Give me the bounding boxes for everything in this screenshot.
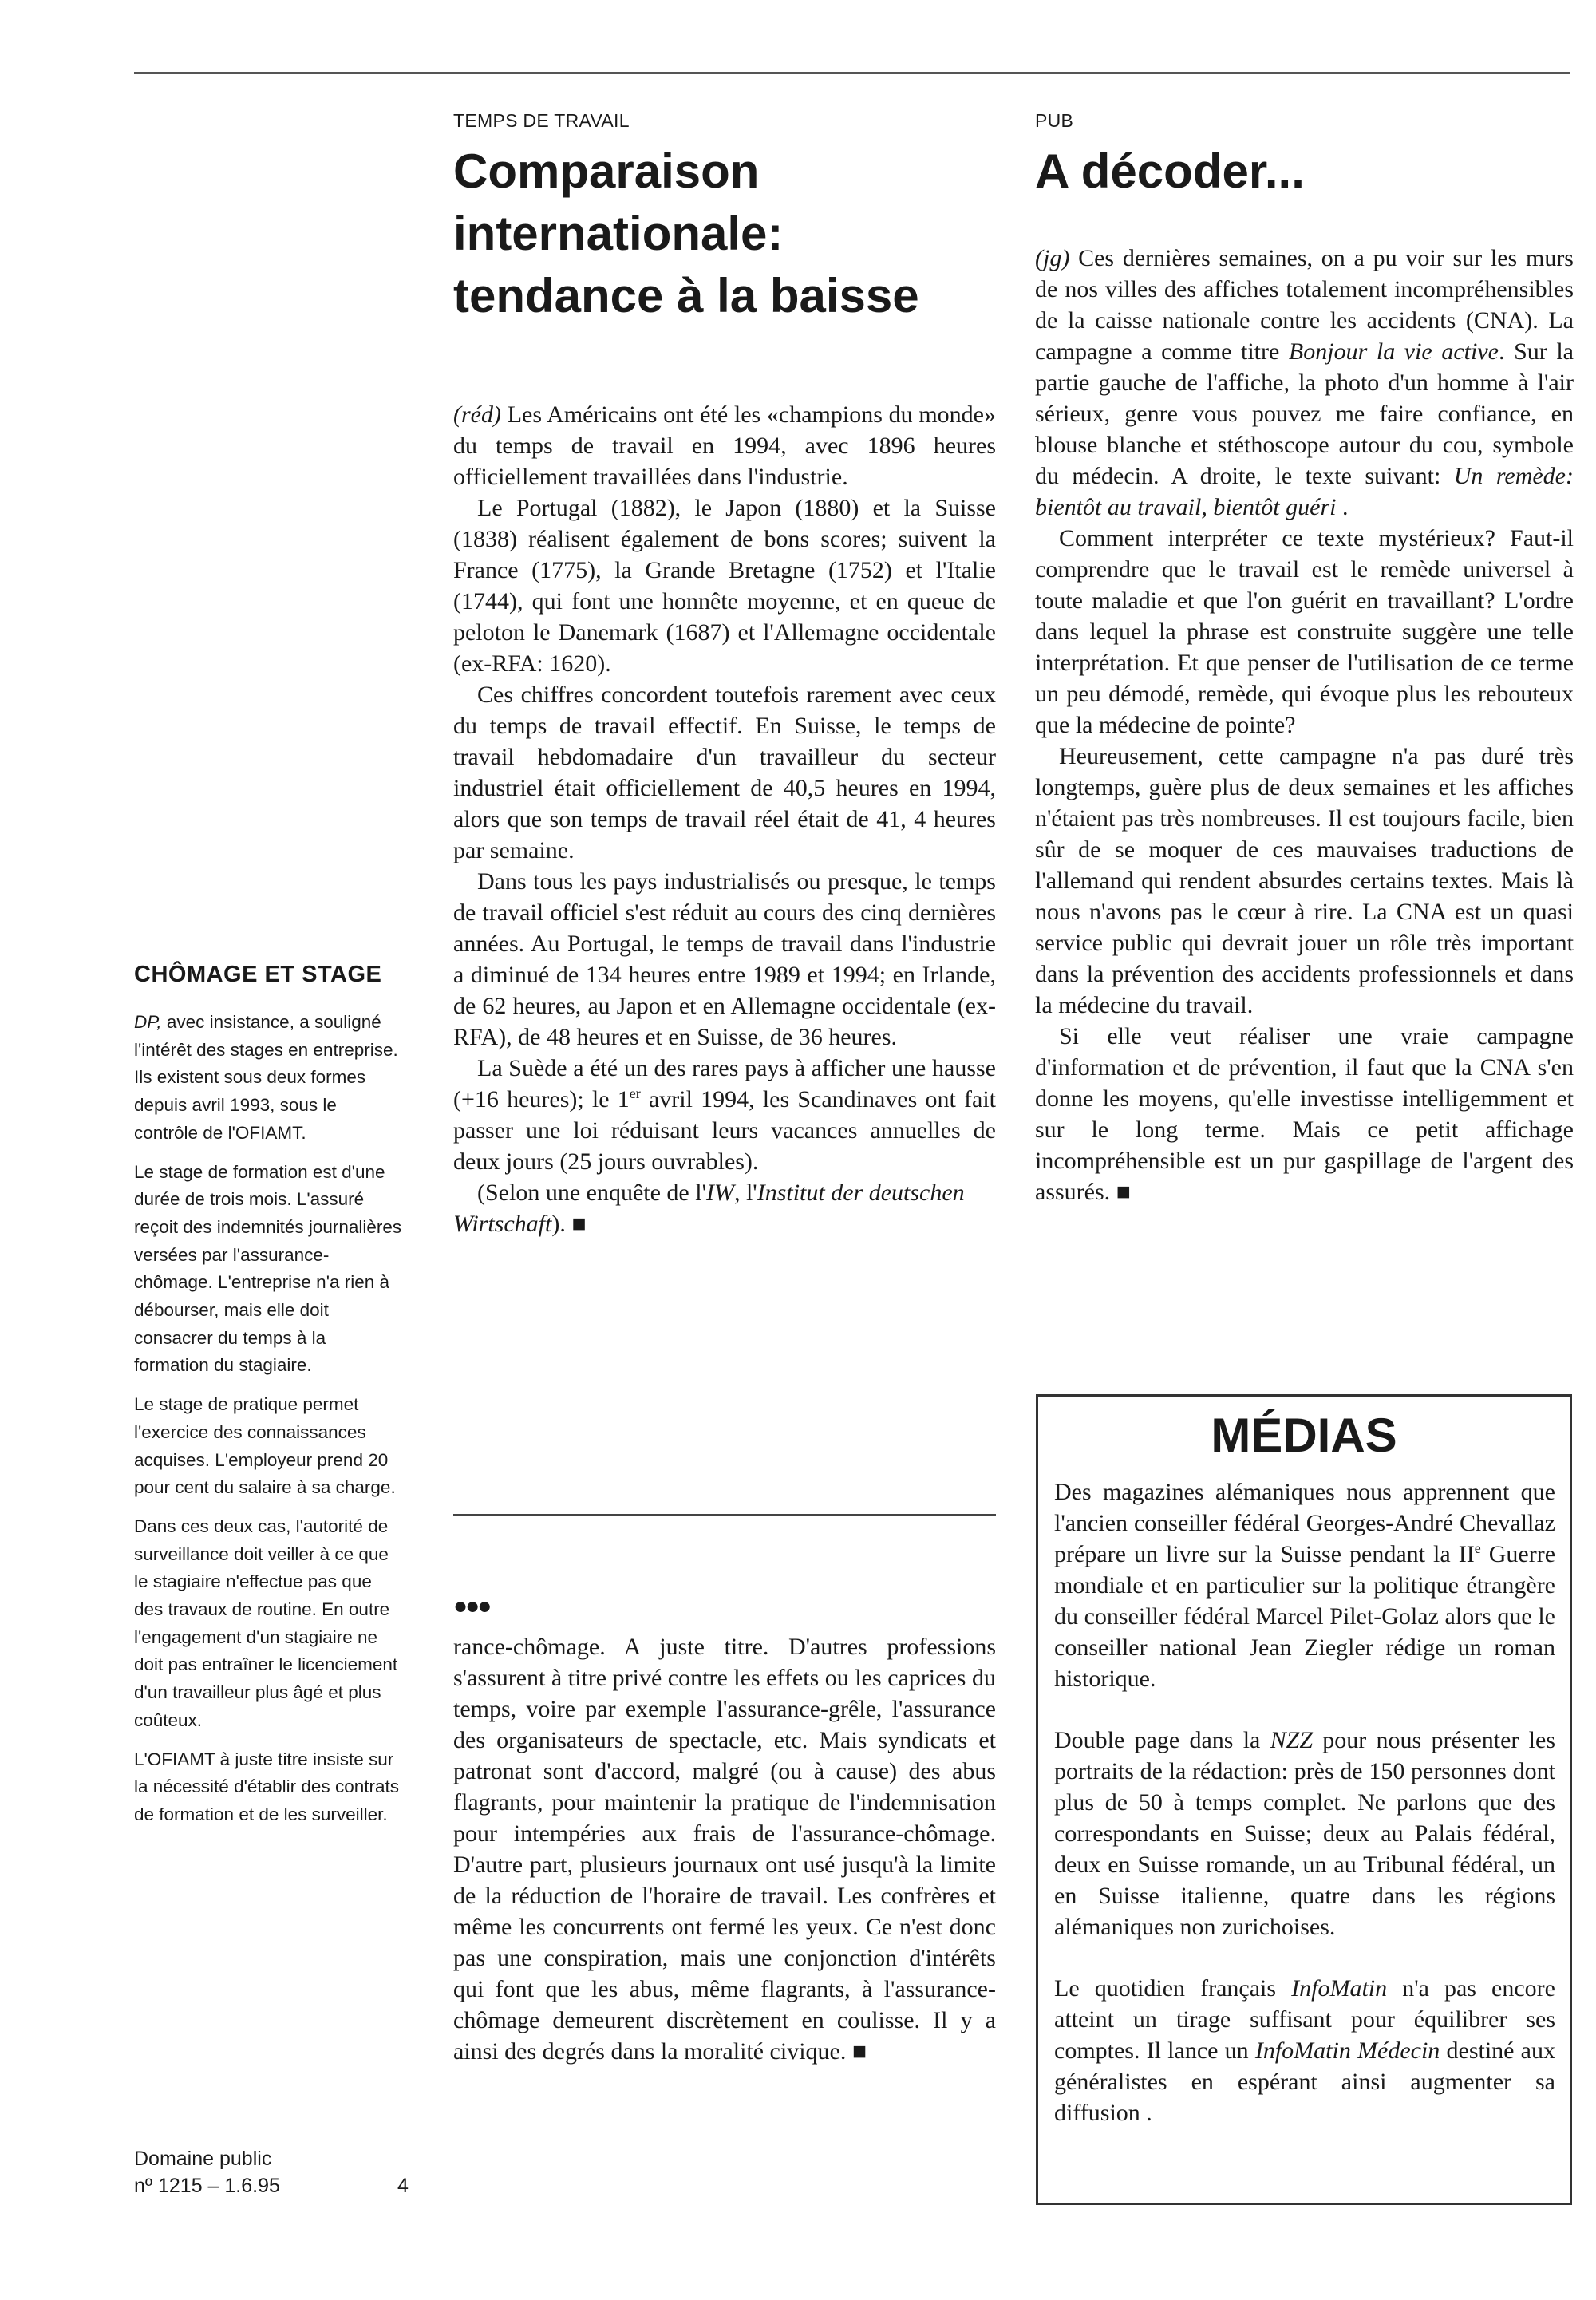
- article1-p6-em1: IW: [705, 1180, 734, 1206]
- top-rule: [134, 72, 1570, 74]
- article1-paragraph-1: [453, 399, 996, 492]
- article2-paragraph-1: [1035, 243, 1574, 523]
- article1-body: [453, 399, 996, 1239]
- article2-paragraph-2: Comment interpréter ce texte mystérieux? Faut-il comprendre que le travail est le remède universel à toute maladie et que l'on guérit en travaillant? L'ordre dans lequel la phrase est construite suggère une telle interprétation. Et que penser de l'utilisation de ce terme un peu démodé, remède, qui évoque plus les rebouteux que la médecine de pointe?: [1035, 525, 1574, 738]
- publication-name: Domaine public: [134, 2148, 272, 2170]
- article2-p1-c: .: [1336, 494, 1349, 520]
- medias-p1-b: Guerre mondiale et en particulier sur la politique étrangère du conseiller fédéral Marcel Pilet-Golaz alors que le conseiller national Jean Ziegler rédige un roman historique.: [1054, 1541, 1556, 1692]
- article2-paragraph-3: Heureusement, cette campagne n'a pas duré très longtemps, guère plus de deux semaines et les affiches n'étaient pas très nombreuses. Il est toujours facile, bien sûr de se moquer de ces mauvaises traductions de l'allemand qui rendent absurdes certains textes. Mais là nous n'avons pas le cœur à rire. La CNA est un quasi service public qui devrait jouer un rôle très important dans la prévention des accidents professionnels et dans la médecine du travail.: [1035, 743, 1574, 1018]
- article1-p5-sup: er: [629, 1085, 641, 1101]
- article2-p1-a: Ces dernières semaines, on a pu voir sur les murs de nos villes des affiches totalement incompréhensibles de la caisse nationale contre les accidents (CNA). La campagne a comme titre: [1035, 245, 1574, 365]
- article1-p6-em2: Institut der deutschen Wirtschaft: [453, 1180, 965, 1237]
- article1-headline-line3: tendance à la baisse: [453, 269, 919, 322]
- continuation-text: rance-chômage. A juste titre. D'autres professions s'assurent à titre privé contre les effets ou les caprices du temps, voire par exemple l'assurance-grêle, l'assurance des organisateurs de spectacle, etc. Mais syndicats et patronat sont d'accord, malgré (ou à cause) des abus flagrants, pour maintenir la pratique de l'indemnisation pour intempéries aux frais de l'assurance-chômage. D'autre part, plusieurs journaux ont usé jusqu'à la limite de la réduction de l'horaire de travail. Les confrères et même les concurrents ont fermé les yeux. Ce n'est donc pas une conspiration, mais une conjonction d'intérêts qui font que les abus, même flagrants, à l'assurance-chômage demeurent discrètement en coulisse. Il y a ainsi des degrés dans la moralité civique. ■: [453, 1634, 996, 2065]
- article2-body: [1035, 243, 1574, 1207]
- article2-paragraph-4: Si elle veut réaliser une vraie campagne d'information et de prévention, il faut que la CNA s'en donne les moyens, qu'elle investisse intelligemment et sur le long terme. Mais ce petit affichage incompréhensible est un pur gaspillage de l'argent des assurés. ■: [1035, 1023, 1574, 1205]
- medias-body: [1054, 1476, 1555, 2159]
- medias-paragraph-3: [1054, 1973, 1555, 2128]
- medias-box: [1036, 1394, 1572, 2205]
- sidebar-paragraph-1: [134, 1009, 405, 1148]
- article2-kicker: PUB: [1035, 110, 1074, 131]
- sidebar-paragraph-2: Le stage de formation est d'une durée de trois mois. L'assuré reçoit des indemnités journalières versées par l'assurance-chômage. L'entreprise n'a rien à débourser, mais elle doit consacrer du temps à la formation du stagiaire.: [134, 1161, 402, 1376]
- continuation-marker: ●●●: [453, 1593, 490, 1619]
- sidebar-p1-em: DP,: [134, 1012, 162, 1032]
- article2-byline: (jg): [1035, 245, 1070, 271]
- page-footer: [134, 2145, 413, 2199]
- article1-paragraph-5: [453, 1053, 996, 1177]
- article2-p1-em1: Bonjour la vie active: [1288, 338, 1499, 365]
- medias-paragraph-2: [1054, 1725, 1555, 1942]
- sidebar-paragraph-5: L'OFIAMT à juste titre insiste sur la nécessité d'établir des contrats de formation et de les surveiller.: [134, 1749, 399, 1824]
- article1-paragraph-2: Le Portugal (1882), le Japon (1880) et la Suisse (1838) réalisent également de bons scores; suivent la France (1775), la Grande Bretagne (1752) et l'Italie (1744), qui font une honnête moyenne, et en queue de peloton le Danemark (1687) et l'Allemagne occidentale (ex-RFA: 1620).: [453, 495, 996, 677]
- medias-p3-a: Le quotidien français: [1054, 1975, 1292, 2002]
- medias-p2-em: NZZ: [1270, 1727, 1314, 1753]
- medias-p3-b: n'a pas encore atteint un tirage suffisant pour équilibrer ses comptes. Il lance un: [1054, 1975, 1555, 2064]
- article1-headline-line1: Comparaison: [453, 144, 760, 198]
- medias-p2-a: Double page dans la: [1054, 1727, 1270, 1753]
- page-number: 4: [397, 2175, 409, 2197]
- medias-title: MÉDIAS: [1211, 1409, 1397, 1462]
- issue-number: nº 1215 – 1.6.95: [134, 2175, 280, 2197]
- medias-p3-em1: InfoMatin: [1291, 1975, 1388, 2002]
- article1-p6-c: ). ■: [551, 1211, 587, 1237]
- medias-p3-em2: InfoMatin Médecin: [1254, 2037, 1440, 2064]
- medias-p1-a: Des magazines alémaniques nous apprennent que l'ancien conseiller fédéral Georges-André Chevallaz prépare un livre sur la Suisse pendant la II: [1054, 1479, 1555, 1567]
- article1-headline: [453, 140, 919, 327]
- sidebar-title: CHÔMAGE ET STAGE: [134, 962, 382, 987]
- article1-headline-line2: internationale:: [453, 207, 784, 260]
- article1-kicker: TEMPS DE TRAVAIL: [453, 110, 630, 131]
- continuation-body: [453, 1631, 996, 2067]
- article1-p6-a: (Selon une enquête de l': [477, 1180, 706, 1206]
- medias-p3-c: destiné aux généralistes en espérant ainsi augmenter sa diffusion .: [1054, 2037, 1555, 2126]
- medias-p2-b: pour nous présenter les portraits de la rédaction: près de 150 personnes dont plus de 50 à temps complet. Ne parlons que des correspondants en Suisse; deux au Palais fédéral, deux en Suisse romande, un au Tribunal fédéral, un en Suisse italienne, quatre dans les régions alémaniques non zurichoises.: [1054, 1727, 1555, 1940]
- article2-headline: A décoder...: [1035, 144, 1305, 198]
- article2-p1-em2: Un remède: bientôt au travail, bientôt guéri: [1035, 463, 1574, 520]
- sidebar-chomage-stage: [134, 962, 405, 1840]
- article1-p6-b: , l': [733, 1180, 757, 1206]
- sidebar-paragraph-4: Dans ces deux cas, l'autorité de surveillance doit veiller à ce que le stagiaire n'effectue pas que des travaux de routine. En outre l'engagement d'un stagiaire ne doit pas entraîner le licenciement d'un travailleur plus âgé et plus coûteux.: [134, 1516, 398, 1730]
- article1-paragraph-4: Dans tous les pays industrialisés ou presque, le temps de travail officiel s'est réduit au cours des cinq dernières années. Au Portugal, le temps de travail dans l'industrie a diminué de 134 heures entre 1989 et 1994; en Irlande, de 62 heures, au Japon et en Allemagne occidentale (ex-RFA), de 48 heures et en Suisse, de 36 heures.: [453, 868, 996, 1050]
- article1-byline: (réd): [453, 401, 501, 428]
- section-divider: [453, 1514, 996, 1516]
- medias-p1-sup: e: [1474, 1540, 1481, 1556]
- article1-p5-a: La Suède a été un des rares pays à afficher une hausse (+16 heures); le 1: [453, 1055, 996, 1112]
- article1-p1-text: Les Américains ont été les «champions du monde» du temps de travail en 1994, avec 1896 heures officiellement travaillées dans l'industrie.: [453, 401, 996, 490]
- sidebar-p1-text: avec insistance, a souligné l'intérêt des stages en entreprise. Ils existent sous deux formes depuis avril 1993, sous le contrôle de l'OFIAMT.: [134, 1012, 398, 1143]
- sidebar-paragraph-3: Le stage de pratique permet l'exercice des connaissances acquises. L'employeur prend 20 pour cent du salaire à sa charge.: [134, 1394, 396, 1498]
- article2-p1-b: . Sur la partie gauche de l'affiche, la photo d'un homme à l'air sérieux, genre vous pouvez me faire confiance, en blouse blanche et stéthoscope autour du cou, symbole du médecin. A droite, le texte suivant:: [1035, 338, 1574, 489]
- article1-p5-b: avril 1994, les Scandinaves ont fait passer une loi réduisant leurs vacances annuelles de deux jours (25 jours ouvrables).: [453, 1086, 996, 1175]
- article1-paragraph-3: Ces chiffres concordent toutefois rarement avec ceux du temps de travail effectif. En Suisse, le temps de travail hebdomadaire d'un travailleur du secteur industriel était officiellement de 40,5 heures en 1994, alors que son temps de travail réel était de 41, 4 heures par semaine.: [453, 682, 996, 863]
- article1-paragraph-6: [453, 1177, 996, 1239]
- medias-paragraph-1: [1054, 1476, 1555, 1694]
